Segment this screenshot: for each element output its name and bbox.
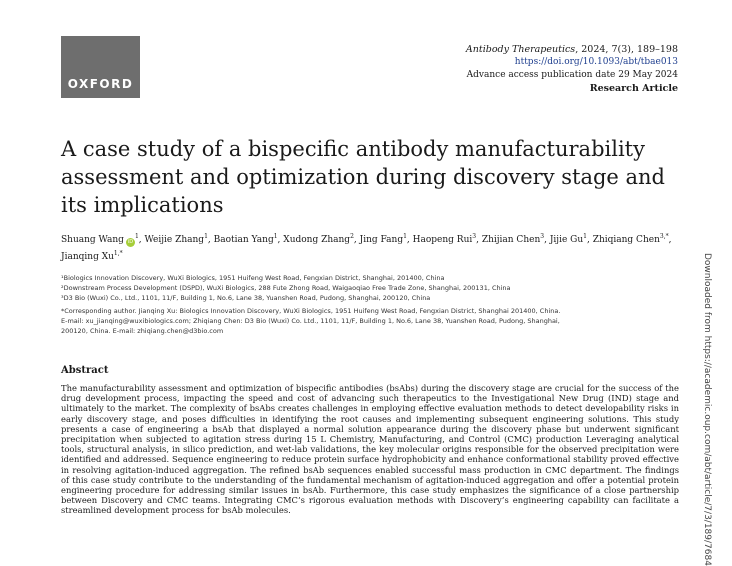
author[interactable] bbox=[413, 235, 476, 245]
author-list: Shuang Wang $iD^1$, Weijie Zhang$^1$, Baotian Yang$^1$, Xudong Zhang$^2$, Jing Fang$^1$, Haopeng Rui$^3$, Zhijian Chen$^3$, Jijie Gu$^1$, Zhiqiang Chen$^{3,*}$, Jianqing $Xu^{1,*}$ bbox=[61, 233, 672, 262]
article-title: A case study of a bispecific antibody manufacturability assessment and optimization during discovery stage and its implications bbox=[61, 137, 665, 217]
article-type: Research Article bbox=[589, 83, 678, 94]
abstract-heading: Abstract bbox=[61, 365, 109, 376]
author-affiliation-marker: 1 bbox=[204, 233, 208, 240]
author-name: Haopeng Rui bbox=[412, 235, 473, 245]
author-name: Jianqing Xu bbox=[61, 252, 114, 262]
author-name: Weijie Zhang bbox=[144, 235, 205, 245]
author-affiliation-marker: 3,* bbox=[659, 233, 669, 240]
author-affiliation-marker: 1 bbox=[403, 233, 407, 240]
affiliation-1: ¹Biologics Innovation Discovery, WuXi Biologics, 1951 Huifeng West Road, Fengxian District, Shanghai, 201400, China bbox=[61, 274, 445, 282]
author[interactable] bbox=[61, 252, 123, 262]
advance-access-date: Advance access publication date 29 May 2024 bbox=[466, 70, 678, 80]
logo-text: OXFORD bbox=[67, 77, 134, 91]
author-name: Xudong Zhang bbox=[283, 235, 351, 245]
author-affiliation-marker: 1 bbox=[583, 233, 587, 240]
orcid-icon[interactable]: iD bbox=[127, 239, 134, 245]
citation-details: , 2024, 7(3), 189–198 bbox=[575, 44, 678, 55]
author[interactable] bbox=[593, 235, 669, 245]
author-affiliation-marker: 3 bbox=[540, 233, 545, 240]
author-affiliation-marker: 2 bbox=[350, 233, 354, 240]
affiliation-3: ³D3 Bio (Wuxi) Co., Ltd., 1101, 11/F, Building 1, No.6, Lane 38, Yuanshen Road, Pudong, Shanghai, 200120, China bbox=[61, 294, 431, 302]
author-name: Jijie Gu bbox=[549, 235, 584, 245]
author[interactable] bbox=[360, 235, 407, 245]
author[interactable] bbox=[550, 235, 587, 245]
oxford-logo bbox=[61, 36, 140, 98]
author-name: Jing Fang bbox=[359, 235, 404, 245]
author[interactable] bbox=[482, 235, 544, 245]
author-name: Zhiqiang Chen bbox=[592, 235, 660, 245]
author-name: Zhijian Chen bbox=[481, 235, 541, 245]
correspondence-line-3: 200120, China. E-mail: zhiqiang.chen@d3bio.com bbox=[61, 327, 224, 335]
doi-link[interactable]: https://doi.org/10.1093/abt/tbae013 bbox=[514, 57, 678, 67]
author[interactable] bbox=[214, 235, 278, 245]
article-meta bbox=[466, 43, 678, 95]
author-affiliation-marker: 1 bbox=[134, 233, 139, 240]
journal-citation bbox=[466, 43, 678, 56]
abstract-body: The manufacturability assessment and optimization of bispecific antibodies (bsAbs) during the discovery stage are crucial for the success of the drug development process, impacting the speed and cost of advancing such therapeutics to the Investigational New Drug (IND) stage and ultimately to the market. The complexity of bsAbs creates challenges in employing effective evaluation methods to detect developability risks in early discovery stage, and poses difficulties in identifying the root causes and implementing subsequent engineering solutions. This study presents a case of engineering a bsAb that displayed a normal solution appearance during the discovery phase but underwent significant precipitation when subjected to agitation stress during 15 L Chemistry, Manufacturing, and Control (CMC) production Leveraging analytical tools, structural analysis, in silico prediction, and wet-lab validations, the key molecular origins responsible for the observed precipitation were identified and addressed. Sequence engineering to reduce protein surface hydrophobicity and enhance conformational stability proved effective in resolving agitation-induced aggregation. The refined bsAb sequences enabled successful mass production in CMC department. The findings of this case study contribute to the understanding of the fundamental mechanism of agitation-induced aggregation and offer a potential protein engineering procedure for addressing similar issues in bsAb. Furthermore, this case study emphasizes the significance of a close partnership between Discovery and CMC teams. Integrating CMC’s rigorous evaluation methods with Discovery’s engineering capability can facilitate a streamlined development process for bsAb molecules. bbox=[61, 383, 679, 516]
affiliation-2: ²Downstream Process Development (DSPD), WuXi Biologics, 288 Fute Zhong Road, Waigaoqiao Free Trade Zone, Shanghai, 200131, China bbox=[61, 284, 511, 292]
author-affiliation-marker: 3 bbox=[472, 233, 477, 240]
download-watermark: Downloaded from https://academic.oup.com/abt/article/7/3/189/7684 bbox=[702, 253, 712, 566]
author[interactable] bbox=[283, 235, 354, 245]
author-name: Baotian Yang bbox=[213, 235, 274, 245]
correspondence-line-1: *Corresponding author. Jianqing Xu: Biologics Innovation Discovery, WuXi Biologics, 1951 Huifeng West Road, Fengxian District, Shanghai 201400, China. bbox=[61, 307, 561, 315]
correspondence-line-2: E-mail: xu_jianqing@wuxibiologics.com; Zhiqiang Chen: D3 Bio (Wuxi) Co. Ltd., 1101, 11/F, Building 1, No.6, Lane 38, Yuanshen Road, Pudong, Shanghai, bbox=[61, 317, 560, 325]
journal-name: Antibody Therapeutics bbox=[465, 44, 576, 55]
author[interactable] bbox=[145, 235, 208, 245]
author-name: Shuang Wang bbox=[61, 235, 124, 245]
affiliations bbox=[61, 273, 661, 336]
author-affiliation-marker: 1,* bbox=[113, 250, 123, 257]
author[interactable] bbox=[61, 235, 139, 245]
author-affiliation-marker: 1 bbox=[273, 233, 278, 240]
